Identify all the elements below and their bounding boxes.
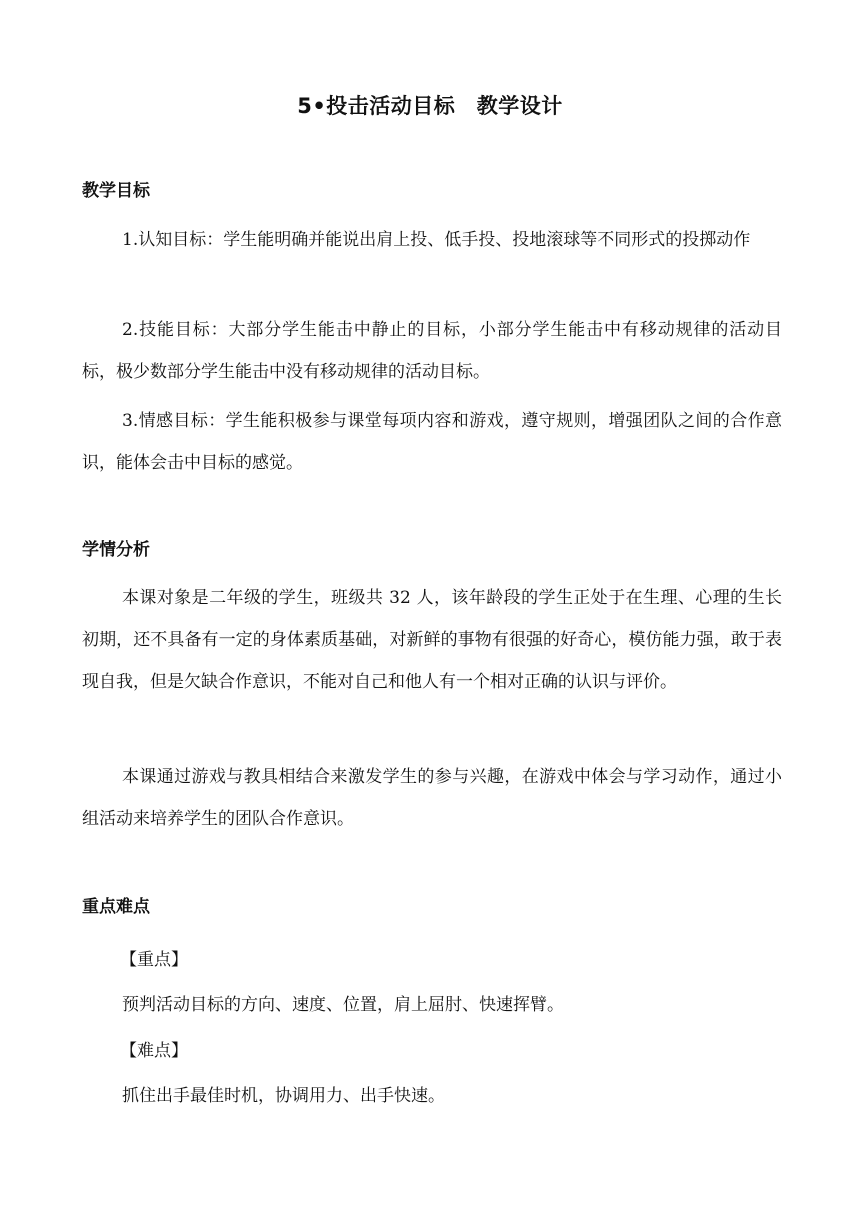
page-title: 5•投击活动目标 教学设计 [297,94,563,118]
analysis-paragraph-method: 本课通过游戏与教具相结合来激发学生的参与兴趣，在游戏中体会与学习动作，通过小组活动来培养学生的团队合作意识。 [82,767,782,829]
section-heading-objectives: 教学目标 [82,181,150,201]
objective-skill: 2.技能目标：大部分学生能击中静止的目标，小部分学生能击中有移动规律的活动目标，极少数部分学生能击中没有移动规律的活动目标。 [82,320,782,382]
key-point-text: 预判活动目标的方向、速度、位置，肩上屈肘、快速挥臂。 [122,995,564,1015]
section-heading-analysis: 学情分析 [82,540,150,560]
key-point-label: 【重点】 [120,950,188,970]
objective-affective: 3.情感目标：学生能积极参与课堂每项内容和游戏，遵守规则，增强团队之间的合作意识，能体会击中目标的感觉。 [82,411,782,473]
objective-cognitive: 1.认知目标：学生能明确并能说出肩上投、低手投、投地滚球等不同形式的投掷动作 [122,230,751,250]
difficulty-text: 抓住出手最佳时机，协调用力、出手快速。 [122,1086,445,1106]
analysis-paragraph-students: 本课对象是二年级的学生，班级共 32 人，该年龄段的学生正处于在生理、心理的生长初期，还不具备有一定的身体素质基础，对新鲜的事物有很强的好奇心，模仿能力强，敢于表现自我，但是欠缺合作意识，不能对自己和他人有一个相对正确的认识与评价。 [82,588,782,692]
section-heading-keypoints: 重点难点 [82,897,150,917]
difficulty-label: 【难点】 [120,1041,188,1061]
